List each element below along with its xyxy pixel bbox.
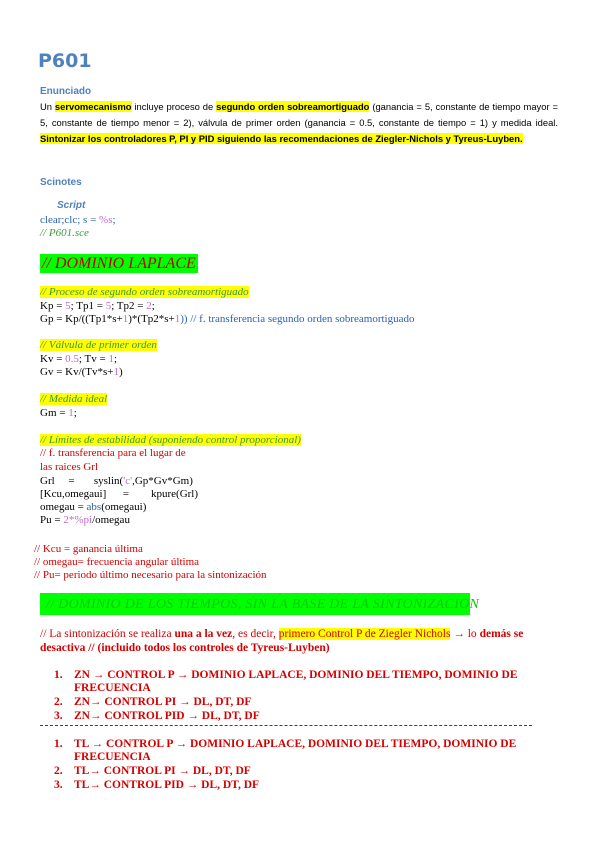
list-item: [54, 669, 544, 695]
kv-a: Kv =: [40, 353, 66, 365]
grl-b: 'c': [123, 475, 133, 487]
valv-comment-text: // Válvula de primer orden: [40, 339, 157, 351]
enunciado-highlight-servo: servomecanismo: [54, 101, 132, 112]
list-text: ZN → CONTROL P → DOMINIO LAPLACE, DOMINIO DEL TIEMPO, DOMINIO DE FRECUENCIA: [74, 669, 518, 694]
code-clear-s: %s: [99, 214, 113, 226]
enunciado-text-1: Un: [40, 101, 55, 112]
ft-comment: // f. transferencia para el lugar de: [40, 447, 186, 459]
lim-comment: [40, 434, 301, 446]
code-kv-line: [40, 353, 117, 365]
kv-b: 0.5: [65, 353, 79, 365]
sint-c: , es decir,: [232, 628, 279, 640]
enunciado-heading: Enunciado: [40, 86, 92, 97]
kp-e: ; Tp2 =: [111, 300, 147, 312]
omegau-b: abs: [86, 501, 102, 513]
sint-e: → lo: [450, 628, 480, 640]
gp-d: 1: [174, 313, 181, 325]
code-gv-line: [40, 366, 123, 378]
kp-a: Kp =: [40, 300, 66, 312]
kp-c: ; Tp1 =: [70, 300, 106, 312]
green-section-text: // DOMINIO DE LOS TIEMPOS, SIN LA BASE DE LA SINTONIZACION: [46, 597, 480, 612]
list-num: 1.: [54, 669, 63, 681]
code-kp-line: [40, 300, 155, 312]
list-text: TL → CONTROL P → DOMINIO LAPLACE, DOMINIO DEL TIEMPO, DOMINIO DE FRECUENCIA: [74, 738, 517, 763]
gm-c: ;: [73, 407, 77, 419]
gv-c: ): [119, 366, 123, 378]
gp-a: Gp = Kp/((Tp1*s+: [40, 313, 123, 325]
grl-a: Grl = syslin(: [40, 475, 124, 487]
lim-comment-text: // Límites de estabilidad (suponiendo control proporcional): [40, 434, 301, 446]
code-omegau-line: [40, 501, 146, 513]
sint-d: primero Control P de Ziegler Nichols: [278, 628, 451, 640]
kp-f: 2: [146, 300, 152, 312]
list-text: TL→ CONTROL PI → DL, DT, DF: [74, 765, 251, 777]
page-title: P601: [38, 50, 92, 72]
kv-e: ;: [113, 353, 117, 365]
kp-d: 5: [105, 300, 112, 312]
gm-a: Gm =: [40, 407, 69, 419]
kp-g: ;: [151, 300, 155, 312]
sint-b: una a la vez: [174, 628, 233, 640]
code-clear-c: ;: [112, 214, 116, 226]
list-item: [54, 696, 544, 709]
grl-c: ,Gp*Gv*Gm): [132, 475, 193, 487]
list-text: TL→ CONTROL PID → DL, DT, DF: [74, 779, 260, 791]
kv-c: ; Tv =: [78, 353, 109, 365]
gp-c: )*(Tp2*s+: [128, 313, 175, 325]
omegau-c: (omegaui): [101, 501, 147, 513]
omega-comment: // omegau= frecuencia angular última: [34, 556, 200, 568]
laplace-title: [40, 255, 198, 273]
list-item: [54, 738, 544, 764]
list-num: 3.: [54, 710, 63, 722]
list-num: 2.: [54, 696, 63, 708]
enunciado-text-5: (ganancia = 5, constante de tiempo mayor = 5, constante de tiempo menor = 2), válvula de primer orden (ganancia = 0.5, constante de tiempo = 1) y medida ideal.: [40, 101, 558, 128]
gv-a: Gv = Kv/(Tv*s+: [40, 366, 114, 378]
raices-line: las raices Grl: [40, 461, 99, 473]
code-clear-line: [40, 214, 116, 226]
proc-comment-text: // Proceso de segundo orden sobreamortiguado: [40, 286, 249, 298]
code-gm-line: [40, 407, 77, 419]
proc-comment: [40, 286, 249, 298]
kp-b: 5: [65, 300, 71, 312]
pu-comment: // Pu= periodo último necesario para la sintonización: [34, 569, 267, 581]
list-text: ZN→ CONTROL PI → DL, DT, DF: [74, 696, 252, 708]
list-item: [54, 779, 544, 792]
enunciado-text-3: incluye proceso de: [131, 101, 217, 112]
code-gp-line: [40, 313, 415, 325]
code-kcu-line: [Kcu,omegaui] = kpure(Grl): [40, 488, 199, 500]
gm-b: 1: [68, 407, 74, 419]
valv-comment: [40, 339, 157, 351]
kcu-comment: // Kcu = ganancia última: [34, 543, 143, 555]
code-clear-a: clear;clc; s =: [40, 214, 100, 226]
gv-b: 1: [113, 366, 120, 378]
code-pu-line: [40, 514, 130, 526]
green-section-bar: [40, 593, 480, 615]
list-num: 3.: [54, 779, 63, 791]
laplace-title-text: // DOMINIO LAPLACE: [42, 255, 196, 272]
list-item: [54, 710, 544, 723]
list-item: [54, 765, 544, 778]
script-label: Script: [57, 200, 86, 211]
pu-a: Pu =: [40, 514, 64, 526]
sint-f: demás se desactiva // (incluido todos los controles de Tyreus-Luyben): [40, 628, 524, 654]
gp-e: )) // f. transferencia segundo orden sobreamortiguado: [180, 313, 415, 325]
gp-b: 1: [122, 313, 129, 325]
dashed-divider: [40, 725, 532, 726]
pu-c: /omegau: [92, 514, 130, 526]
list-num: 2.: [54, 765, 63, 777]
med-comment-text: // Medida ideal: [40, 393, 108, 405]
code-grl-line: [40, 475, 193, 487]
enunciado-highlight-orden: segundo orden sobreamortiguado: [216, 101, 370, 112]
enunciado-highlight-sintonizar: Sintonizar los controladores P, PI y PID siguiendo las recomendaciones de Ziegler-Nichols y Tyreus-Luyben.: [40, 133, 523, 144]
scinotes-heading: Scinotes: [40, 177, 82, 188]
kv-d: 1: [108, 353, 114, 365]
omegau-a: omegau =: [40, 501, 87, 513]
sint-a: // La sintonización se realiza: [40, 628, 175, 640]
enunciado-paragraph: [40, 99, 558, 147]
code-file-comment: // P601.sce: [40, 227, 89, 239]
sintonizacion-paragraph: [40, 627, 565, 655]
list-num: 1.: [54, 738, 63, 750]
list-text: ZN→ CONTROL PID → DL, DT, DF: [74, 710, 260, 722]
med-comment: [40, 393, 107, 405]
pu-b: 2*%pi: [63, 514, 93, 526]
